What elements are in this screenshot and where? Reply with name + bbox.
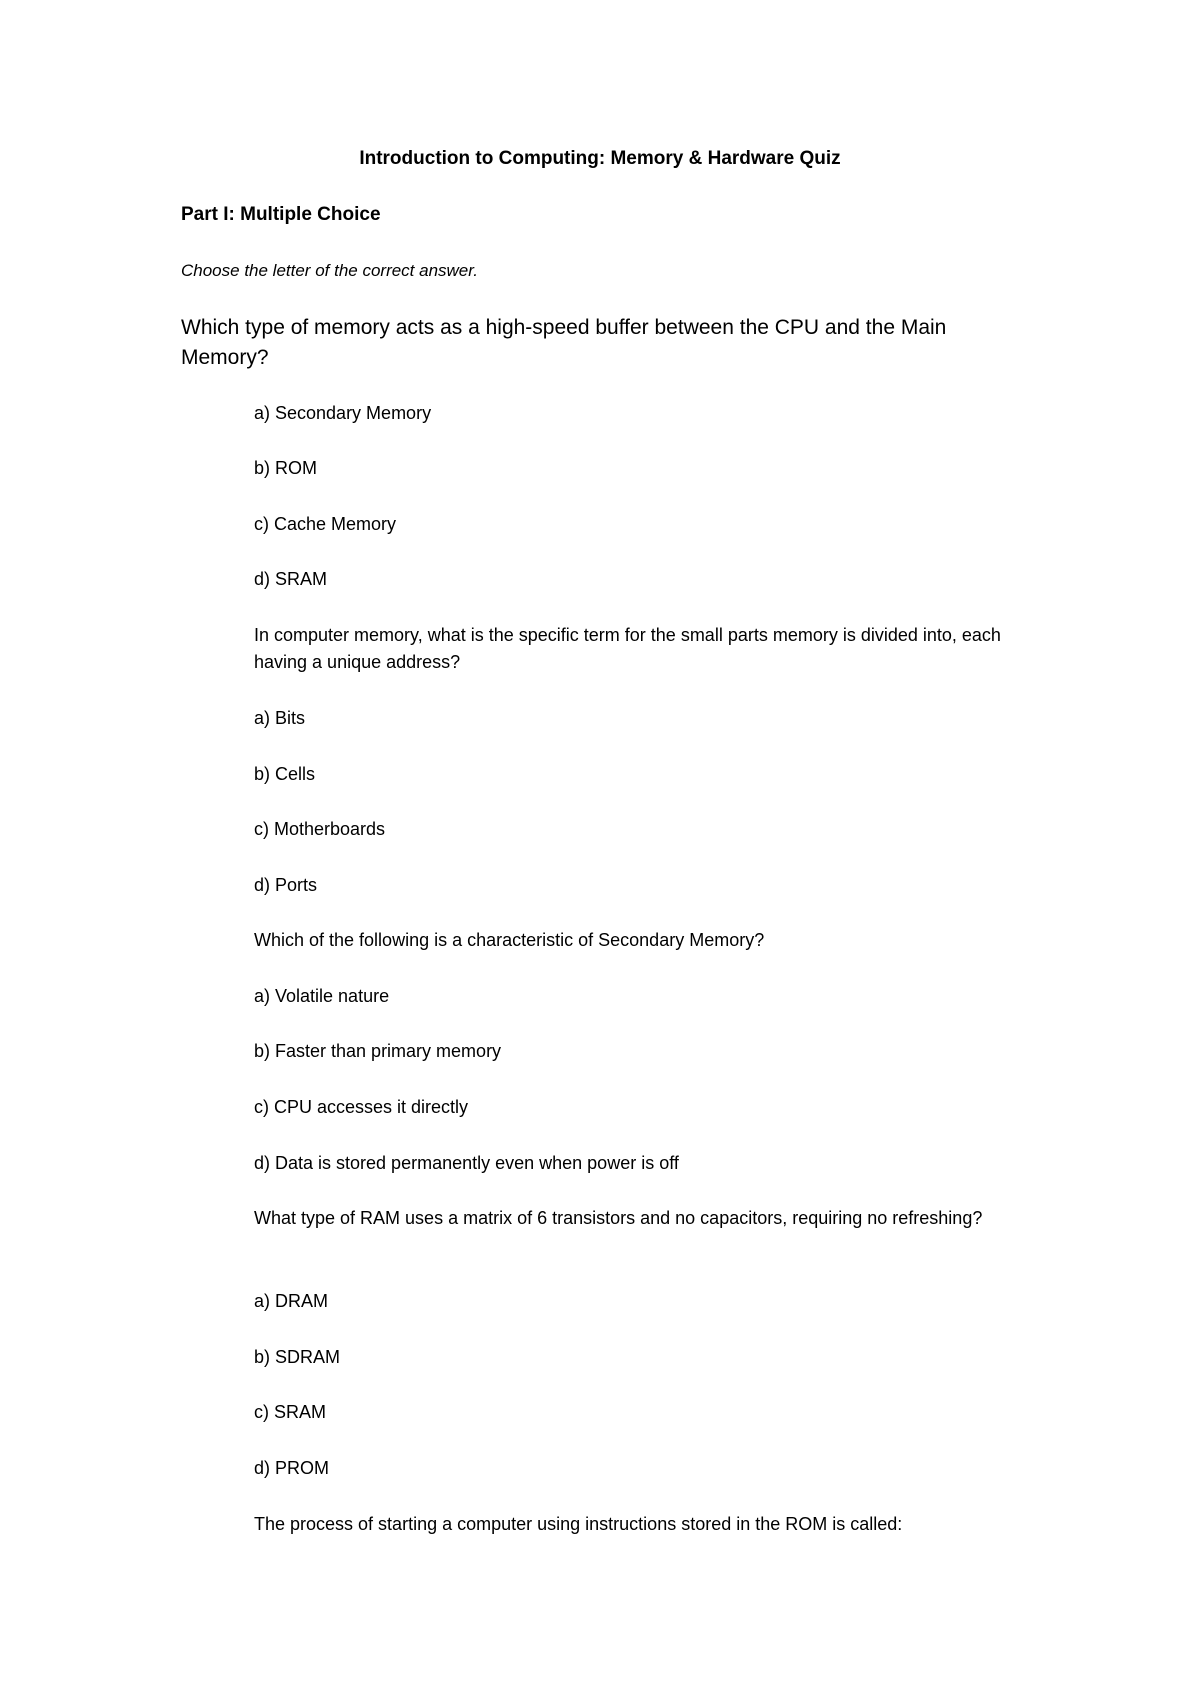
question-4-option-b: b) SDRAM — [254, 1347, 341, 1367]
question-2-option-a: a) Bits — [254, 708, 306, 728]
part-heading: Part I: Multiple Choice — [181, 204, 381, 225]
question-2-option-b: b) Cells — [254, 764, 316, 784]
document-title: Introduction to Computing: Memory & Hardware Quiz — [359, 148, 841, 169]
question-5-text: The process of starting a computer using instructions stored in the ROM is called: — [254, 1514, 903, 1534]
question-4-option-c: c) SRAM — [254, 1402, 326, 1422]
question-1-option-c: c) Cache Memory — [254, 514, 397, 534]
question-4-text: What type of RAM uses a matrix of 6 transistors and no capacitors, requiring no refreshing? — [254, 1208, 983, 1228]
question-3-option-c: c) CPU accesses it directly — [254, 1097, 469, 1117]
question-3-option-b: b) Faster than primary memory — [254, 1041, 502, 1061]
question-1-option-a: a) Secondary Memory — [254, 403, 432, 423]
question-3-option-a: a) Volatile nature — [254, 986, 390, 1006]
question-1-text: Which type of memory acts as a high-speed buffer between the CPU and the Main Memory? — [181, 316, 947, 369]
question-1-option-d: d) SRAM — [254, 569, 328, 589]
instructions-text: Choose the letter of the correct answer. — [181, 261, 479, 280]
question-1-option-b: b) ROM — [254, 458, 317, 478]
question-2-option-d: d) Ports — [254, 875, 318, 895]
question-2-option-c: c) Motherboards — [254, 819, 386, 839]
question-2-text: In computer memory, what is the specific term for the small parts memory is divided into, each having a unique address? — [254, 625, 1001, 672]
question-4-option-a: a) DRAM — [254, 1291, 329, 1311]
question-3-text: Which of the following is a characteristic of Secondary Memory? — [254, 930, 765, 950]
question-3-option-d: d) Data is stored permanently even when power is off — [254, 1153, 679, 1173]
question-4-option-d: d) PROM — [254, 1458, 330, 1478]
